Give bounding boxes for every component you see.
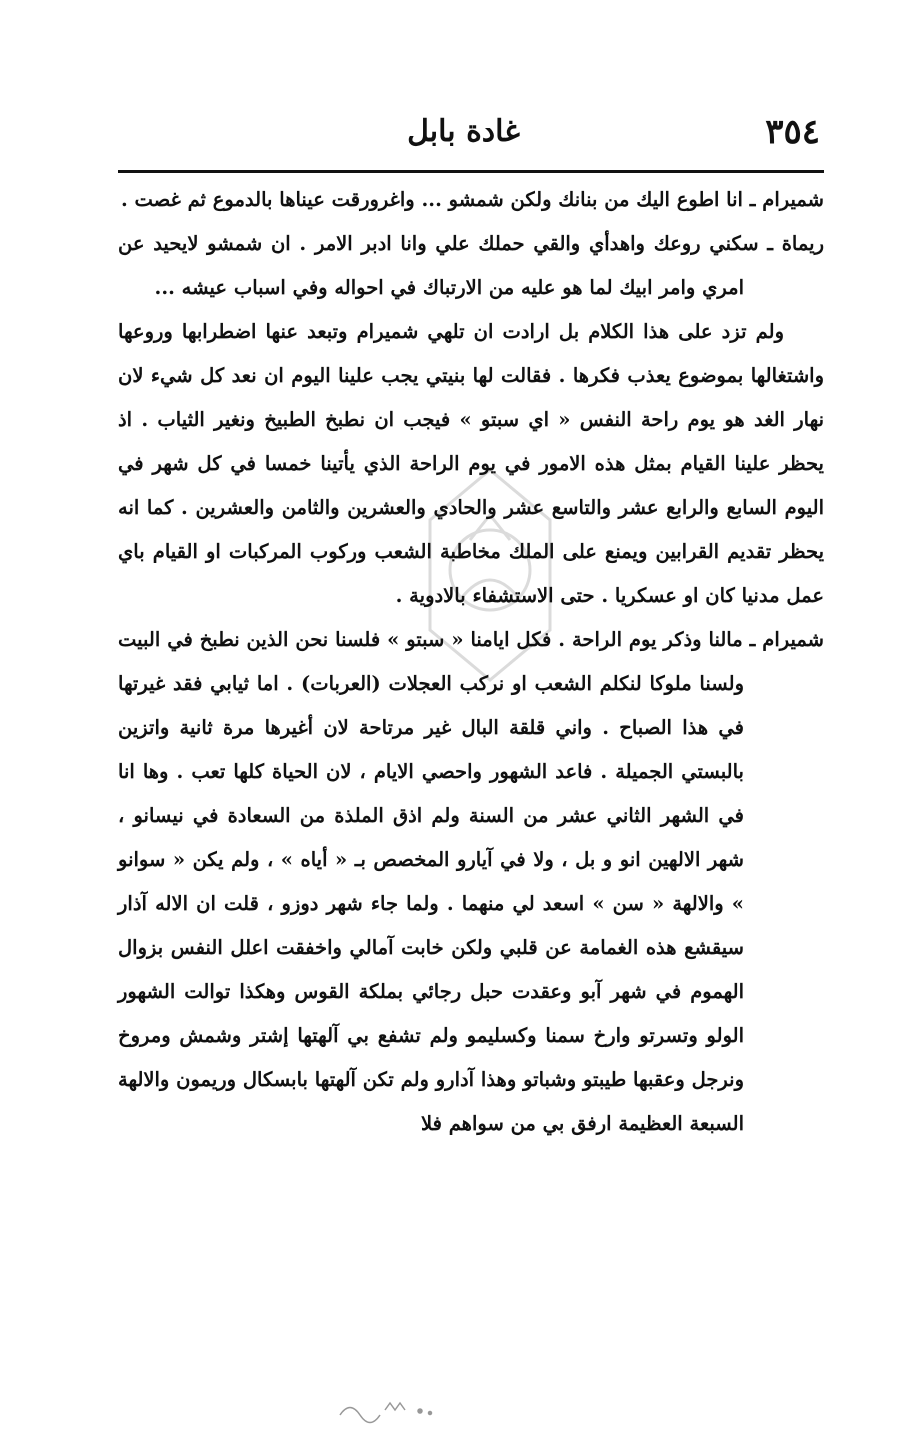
paragraph-narration: ولم تزد على هذا الكلام بل ارادت ان تلهي شميرام وتبعد عنها اضطرابها وروعها واشتغالها بموضوع يعذب فكرها . فقالت لها بنيتي يجب علينا اليوم ان نعد كل شيء لان نهار الغد هو يوم راحة النفس « اي سبتو » فيجب ان نطبخ الطبيخ ونغير الثياب . اذ يحظر علينا القيام بمثل هذه الامور في يوم الراحة الذي يأتينا خمسا في كل شهر في اليوم السابع والرابع عشر والتاسع عشر والحادي والعشرين والثامن والعشرين . كما انه يحظر تقديم القرابين ويمنع على الملك مخاطبة الشعب وركوب المركبات او القيام باي عمل مدنيا كان او عسكريا . حتى الاستشفاء بالادوية . [118, 320, 824, 607]
page-header [120, 112, 820, 160]
paragraph-shamiram-1: شميرام ـ انا اطوع اليك من بنانك ولكن شمشو ... واغرورقت عيناها بالدموع ثم غصت . [120, 188, 824, 211]
paragraph-rimat: ريماة ـ سكني روعك واهدأي والقي حملك علي وانا ادبر الامر . ان شمشو لايحيد عن امري وامر ابيك لما هو عليه من الارتباك في احواله وفي اسباب عيشه ... [118, 232, 824, 299]
paragraph-shamiram-2: شميرام ـ مالنا وذكر يوم الراحة . فكل ايامنا « سبتو » فلسنا نحن الذين نطبخ في البيت ولسنا ملوكا لنكلم الشعب او نركب العجلات (العربات) . اما ثيابي فقد غيرتها في هذا الصباح . واني قلقة البال غير مرتاحة لان أغيرها مرة ثانية واتزين بالبستي الجميلة . فاعد الشهور واحصي الايام ، لان الحياة كلها تعب . وها انا في الشهر الثاني عشر من السنة ولم اذق الملذة من السعادة في نيسانو ، شهر الالهين انو و بل ، ولا في آيارو المخصص بـ « أياه » ، ولم يكن « سوانو » والالهة « سن » اسعد لي منهما . ولما جاء شهر دوزو ، قلت ان الاله آذار سيقشع هذه الغمامة عن قلبي ولكن خابت آمالي واخفقت اعلل النفس بزوال الهموم في شهر آبو وعقدت حبل رجائي بملكة القوس وهكذا توالت الشهور الولو وتسرتو وارخ سمنا وكسليمو ولم تشفع بي آلهتها إشتر وشمش ومروخ ونرجل وعقبها طيبتو وشباتو وهذا آدارو ولم تكن آلهتها بابسكال وريمون والالهة السبعة العظيمة ارفق بي من سواهم فلا [118, 628, 824, 1135]
body-text [118, 178, 824, 1146]
header-divider [118, 170, 824, 173]
page-number: ٣٥٤ [765, 112, 820, 152]
footer-ornament [330, 1395, 440, 1425]
book-title: غادة بابل [407, 114, 520, 149]
